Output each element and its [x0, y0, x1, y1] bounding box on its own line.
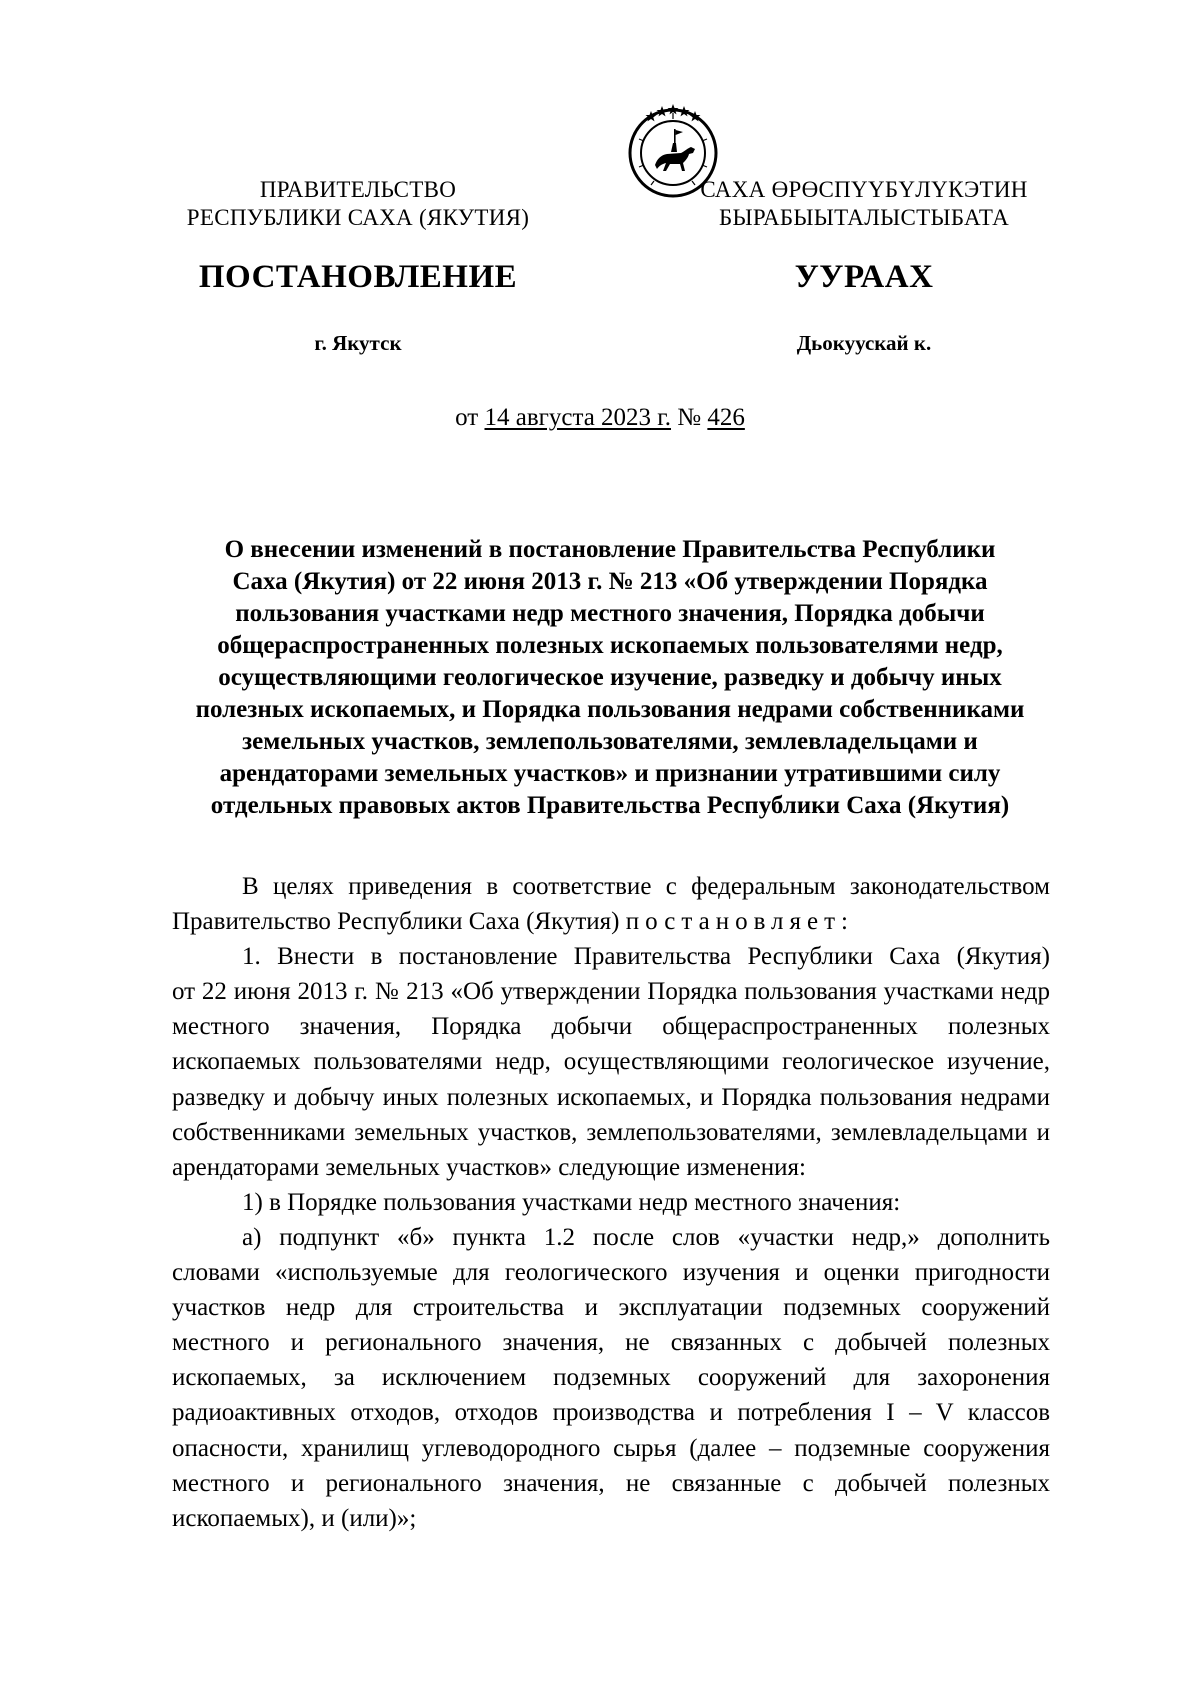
- body-line: В целях приведения в соответствие с федеральным законодательством: [242, 873, 1050, 900]
- body-line: ископаемых), и (или)»;: [172, 1504, 417, 1532]
- body-line: опасности, хранилищ углеводородного сырья (далее – подземные сооружения: [172, 1434, 1050, 1462]
- title-line: общераспространенных полезных ископаемых пользователями недр,: [217, 632, 1003, 659]
- body-line: ископаемых, за исключением подземных сооружений для захоронения: [172, 1364, 1050, 1392]
- body-line: местного и регионального значения, не связанных с добычей полезных: [172, 1329, 1050, 1357]
- body-line-text: Правительство Республики Саха (Якутия): [172, 908, 620, 936]
- doc-type-russian: ПОСТАНОВЛЕНИЕ: [198, 259, 518, 295]
- body-line: участков недр для строительства и эксплуатации подземных сооружений: [172, 1294, 1050, 1322]
- left-organization-name: [148, 176, 568, 232]
- right-organization-name: [654, 176, 1074, 232]
- body-line: от 22 июня 2013 г. № 213 «Об утверждении Порядка пользования участками недр: [172, 978, 1050, 1006]
- title-line: О внесении изменений в постановление Правительства Республики: [224, 536, 996, 563]
- left-org-line-1: ПРАВИТЕЛЬСТВО: [259, 177, 457, 202]
- body-line: 1. Внести в постановление Правительства Республики Саха (Якутия): [242, 943, 1050, 971]
- document-body: [172, 869, 1050, 1536]
- title-line: земельных участков, землепользователями, землевладельцами и: [242, 728, 978, 755]
- number-sign: №: [677, 404, 702, 431]
- title-line: Саха (Якутия) от 22 июня 2013 г. № 213 «Об утверждении Порядка: [232, 568, 988, 595]
- body-line: местного значения, Порядка добычи общераспространенных полезных: [172, 1013, 1050, 1041]
- resolves-word: постановляет:: [625, 908, 854, 936]
- body-line: а) подпункт «б» пункта 1.2 после слов «участки недр,» дополнить: [242, 1223, 1050, 1251]
- title-line: отдельных правовых актов Правительства Республики Саха (Якутия): [210, 792, 1010, 819]
- body-line: [172, 904, 1050, 939]
- body-line: 1) в Порядке пользования участками недр местного значения:: [242, 1188, 901, 1216]
- title-line: полезных ископаемых, и Порядка пользования недрами собственниками: [195, 696, 1025, 723]
- body-line: словами «используемые для геологического изучения и оценки пригодности: [172, 1259, 1050, 1287]
- right-org-line-2: БЫРАБЫЫТАЛЫСТЫБАТА: [718, 205, 1010, 230]
- document-date-number: [0, 403, 1200, 433]
- body-line: арендаторами земельных участков» следующие изменения:: [172, 1153, 806, 1181]
- document-date: 14 августа 2023 г.: [484, 404, 671, 431]
- title-line: осуществляющими геологическое изучение, разведку и добычу иных: [218, 664, 1002, 691]
- body-line: радиоактивных отходов, отходов производства и потребления I – V классов: [172, 1399, 1050, 1427]
- document-title: [170, 534, 1050, 822]
- body-line: разведку и добычу иных полезных ископаемых, и Порядка пользования недрами: [172, 1083, 1050, 1111]
- body-line: собственниками земельных участков, землепользователями, землевладельцами и: [172, 1118, 1050, 1146]
- right-org-line-1: САХА ӨРӨСПҮҮБҮЛҮКЭТИН: [700, 177, 1028, 202]
- date-prefix: от: [455, 404, 479, 431]
- doc-type-yakut: УУРААХ: [794, 259, 934, 295]
- city-russian: г. Якутск: [314, 331, 402, 355]
- title-line: арендаторами земельных участков» и признании утратившими силу: [219, 760, 1001, 787]
- body-line: местного и регионального значения, не связанные с добычей полезных: [172, 1469, 1050, 1497]
- left-org-line-2: РЕСПУБЛИКИ САХА (ЯКУТИЯ): [186, 205, 530, 230]
- body-line: ископаемых пользователями недр, осуществляющими геологическое изучение,: [172, 1048, 1050, 1076]
- city-yakut: Дьокуускай к.: [796, 331, 932, 355]
- document-number: 426: [707, 404, 745, 431]
- title-line: пользования участками недр местного значения, Порядка добычи: [235, 600, 985, 627]
